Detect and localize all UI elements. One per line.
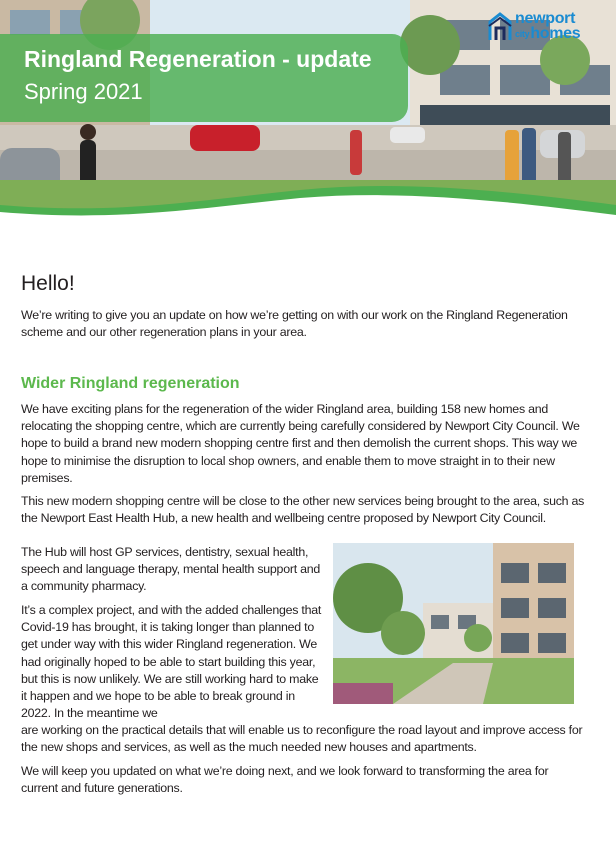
intro-paragraph: We’re writing to give you an update on how we’re getting on with our work on the Ringland Regeneration scheme and our other regeneration plans in your area.: [21, 308, 568, 340]
paragraph-complex-project: It’s a complex project, and with the added challenges that Covid-19 has brought, it is taking longer than planned to get under way with this wider Ringland regeneration. We had originally hoped to be able to start building this year, but this is now unlikely. We are still working hard to make it happen and we hope to be able to break ground in 2022. In the meantime we: [21, 603, 322, 721]
logo-word-city: city: [515, 28, 530, 39]
greeting-heading: Hello!: [21, 272, 75, 295]
logo-word-newport: newport: [515, 10, 576, 27]
paragraph-practical-details: are working on the practical details that will enable us to reconfigure the road layout and improve access for the new shops and services, as well as the much needed new houses and apartments.: [21, 723, 583, 755]
document-title: Ringland Regeneration - update: [24, 46, 372, 72]
title-banner: [0, 34, 408, 122]
document-subtitle: Spring 2021: [24, 79, 143, 104]
section-heading: Wider Ringland regeneration: [21, 375, 240, 392]
paragraph-shopping-centre: This new modern shopping centre will be close to the other new services being brought to the area, such as the Newport East Health Hub, a new health and wellbeing centre proposed by Newport City Council.: [21, 494, 585, 526]
house-logo-icon: [487, 12, 513, 42]
development-rendering-image: [333, 543, 574, 704]
hero-illustration: [0, 0, 616, 245]
logo-word-homes: homes: [530, 25, 581, 42]
newport-city-homes-logo: [487, 10, 611, 44]
paragraph-plans: We have exciting plans for the regeneration of the wider Ringland area, building 158 new homes and relocating the shopping centre, which are currently being carefully considered by Newport City Council. We hope to build a brand new modern shopping centre first and then demolish the current shops. This way we hope to minimise the disruption to local shop owners, and enable them to move straight in to their new premises.: [21, 402, 580, 485]
paragraph-health-hub: The Hub will host GP services, dentistry, sexual health, speech and language therapy, mental health support and a community pharmacy.: [21, 545, 321, 594]
paragraph-closing: We will keep you updated on what we’re doing next, and we look forward to transforming the area for current and future generations.: [21, 764, 549, 796]
logo-word-homes-line: [515, 25, 580, 43]
